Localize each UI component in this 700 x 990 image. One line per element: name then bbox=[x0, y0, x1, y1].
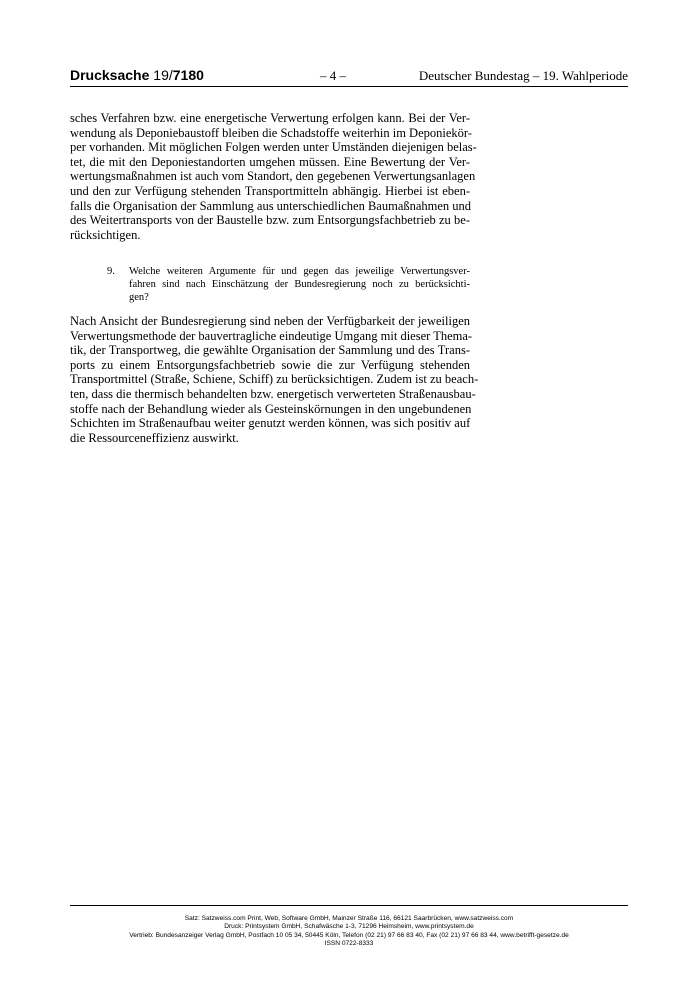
text-line: Transportmittel (Straße, Schiene, Schiff) zu berücksichtigen. Zudem ist zu beach- bbox=[70, 372, 479, 387]
text-line: falls die Organisation der Sammlung aus unterschiedlichen Baumaßnahmen und bbox=[70, 198, 472, 213]
text-line: des Weitertransports von der Baustelle bzw. zum Entsorgungsfachbetrieb zu be- bbox=[70, 213, 470, 228]
question-text bbox=[129, 265, 470, 305]
text-line: stoffe nach der Behandlung wieder als Gesteinskörnungen in den ungebundenen bbox=[70, 401, 472, 416]
text-line: tik, der Transportweg, die gewählte Organisation der Sammlung und des Trans- bbox=[70, 343, 470, 358]
footer-druck: Druck: Printsystem GmbH, Schafwäsche 1-3, 71296 Heimsheim, www.printsystem.de bbox=[224, 923, 474, 931]
answer-paragraph bbox=[70, 314, 479, 445]
footer-divider bbox=[70, 905, 628, 906]
page-footer bbox=[70, 915, 628, 949]
text-line: ports zu einem Entsorgungsfachbetrieb sowie die zur Verfügung stehenden bbox=[70, 357, 470, 372]
page-header bbox=[70, 66, 628, 87]
text-line: Nach Ansicht der Bundesregierung sind neben der Verfügbarkeit der jeweiligen bbox=[70, 314, 470, 328]
question-line: fahren sind nach Einschätzung der Bundesregierung noch zu berücksichti- bbox=[129, 279, 470, 291]
text-line: die Ressourceneffizienz auswirkt. bbox=[70, 430, 239, 445]
text-line: sches Verfahren bzw. eine energetische Verwertung erfolgen kann. Bei der Ver- bbox=[70, 111, 470, 125]
document-number: Drucksache 19/7180 bbox=[70, 67, 204, 83]
footer-issn: ISSN 0722-8333 bbox=[324, 940, 374, 948]
question-line: Welche weiteren Argumente für und gegen das jeweilige Verwertungsver- bbox=[129, 266, 470, 277]
text-line: Verwertungsmethode der bauvertragliche eindeutige Umgang mit dieser Thema- bbox=[70, 328, 473, 343]
text-line: und den zur Verfügung stehenden Transportmitteln abhängig. Hierbei ist eben- bbox=[70, 183, 470, 198]
text-line: rücksichtigen. bbox=[70, 227, 141, 242]
doc-number: 7180 bbox=[172, 67, 204, 83]
page-number: – 4 – bbox=[320, 68, 346, 83]
text-line: tet, die mit den Deponiestandorten umgehen müssen. Eine Bewertung der Ver- bbox=[70, 154, 470, 169]
text-line: per vorhanden. Mit möglichen Folgen werden unter Umständen diejenigen belas- bbox=[70, 140, 477, 155]
question-number: 9. bbox=[107, 266, 115, 277]
text-line: wendung als Deponiebaustoff bleiben die Schadstoffe weiterhin im Deponiekör- bbox=[70, 125, 472, 140]
text-line: wertungsmaßnahmen ist auch vom Standort, den gegebenen Verwertungsanlagen bbox=[70, 169, 476, 184]
question-line: gen? bbox=[129, 292, 149, 304]
footer-satz: Satz: Satzweiss.com Print, Web, Software GmbH, Mainzer Straße 116, 66121 Saarbrücken, www.satzweiss.com bbox=[184, 915, 514, 922]
doc-period: 19 bbox=[153, 67, 169, 83]
text-line: Schichten im Straßenaufbau weiter genutzt werden können, was sich positiv auf bbox=[70, 416, 471, 431]
text-line: ten, dass die thermisch behandelten bzw. energetisch verwerteten Straßenausbau- bbox=[70, 386, 476, 401]
publisher-label: Deutscher Bundestag – 19. Wahlperiode bbox=[418, 68, 628, 83]
doc-label: Drucksache bbox=[70, 67, 150, 83]
paragraph-1 bbox=[70, 111, 477, 242]
footer-vertrieb: Vertrieb: Bundesanzeiger Verlag GmbH, Postfach 10 05 34, 50445 Köln, Telefon (02 21) 97 66 83 40, Fax (02 21) 97 66 83 44, www.betrifft-gesetze.de bbox=[129, 931, 569, 939]
